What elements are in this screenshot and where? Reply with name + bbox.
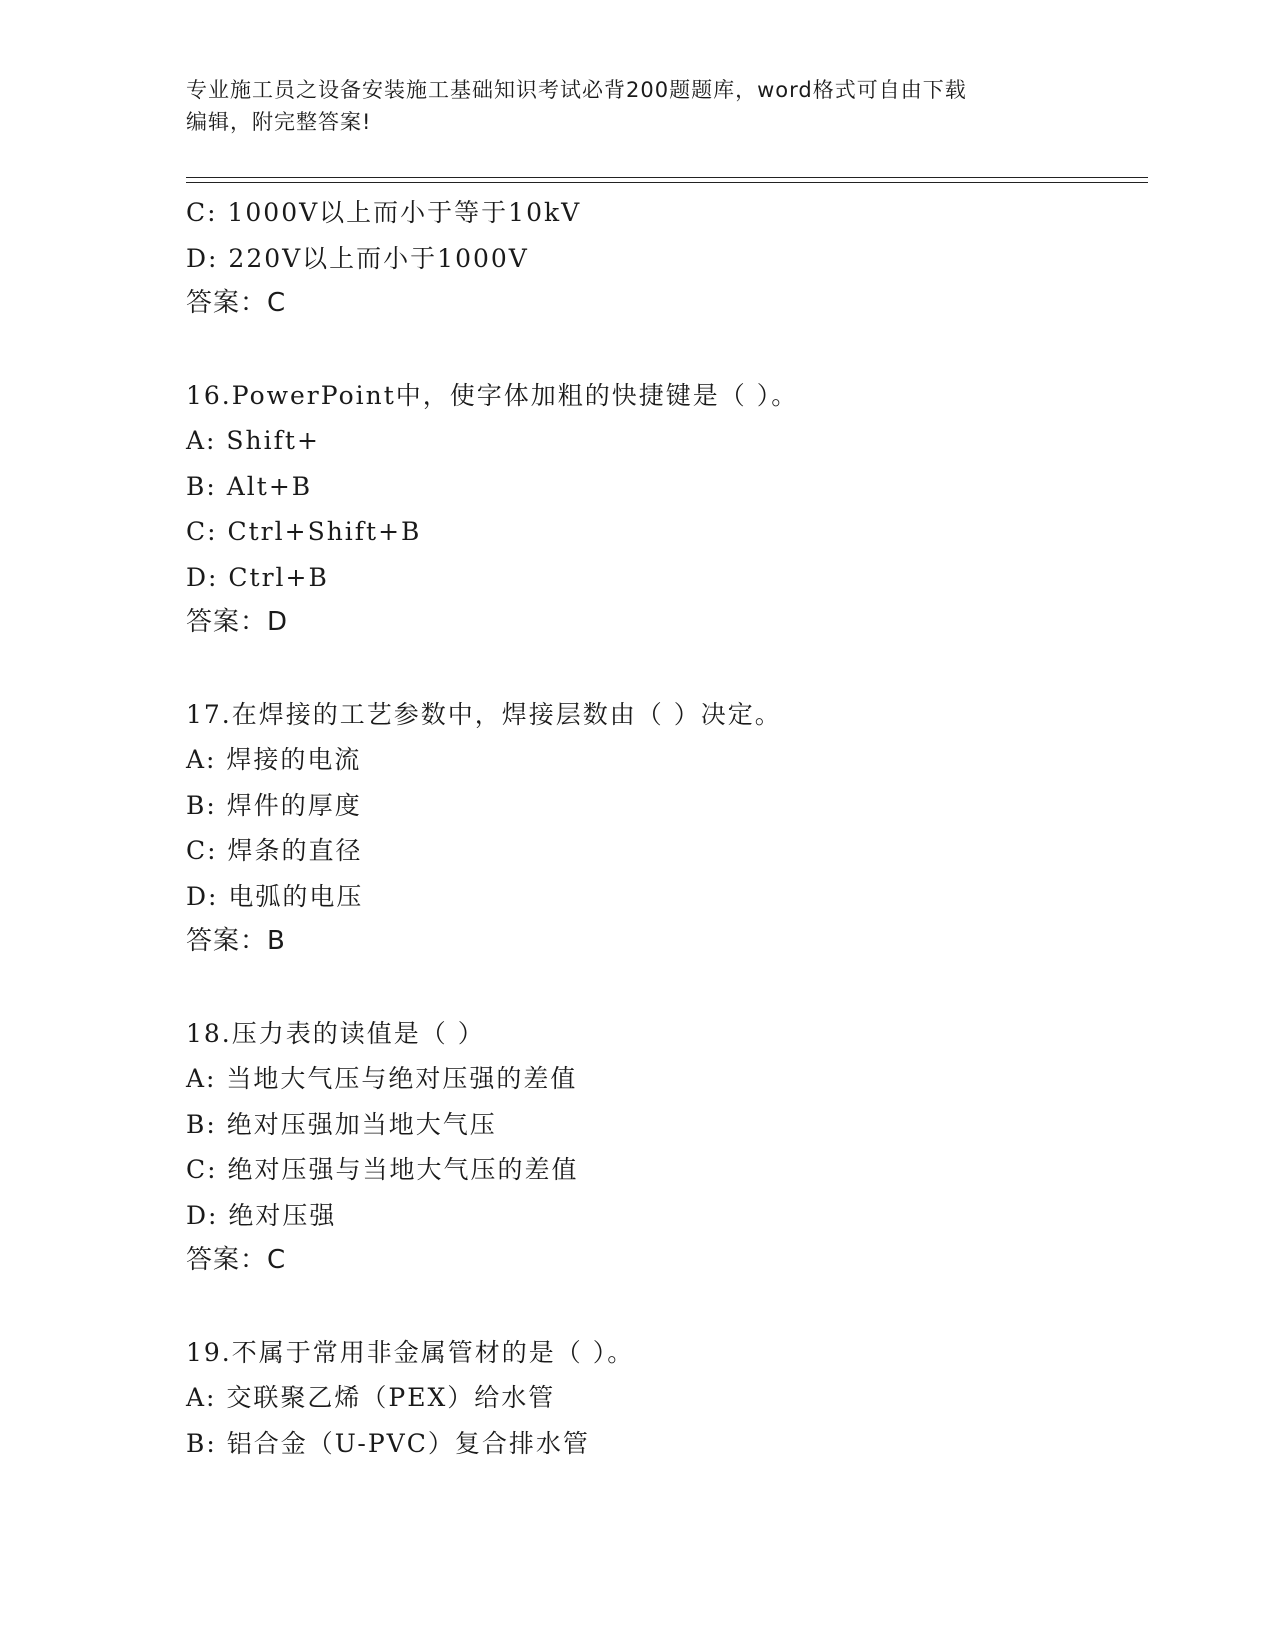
spacer	[186, 327, 1146, 373]
header-divider-top	[186, 177, 1148, 178]
question-18	[186, 1011, 1146, 1284]
header-title-line-1: 专业施工员之设备安装施工基础知识考试必背200题题库，word格式可自由下载	[186, 78, 967, 102]
answer-line: 答案：D	[186, 607, 289, 637]
option-d: D: 电弧的电压	[186, 881, 364, 911]
question-stem: 17.在焊接的工艺参数中，焊接层数由（ ）决定。	[186, 699, 782, 729]
option-c: C: 1000V以上而小于等于10kV	[186, 198, 582, 227]
question-stem: 16.PowerPoint中，使字体加粗的快捷键是（ ）。	[186, 380, 799, 410]
option-c: C: Ctrl+Shift+B	[186, 517, 422, 546]
option-c: C: 绝对压强与当地大气压的差值	[186, 1155, 579, 1184]
header-title-line-2: 编辑，附完整答案!	[186, 110, 372, 134]
question-list	[186, 190, 1146, 1466]
spacer	[186, 646, 1146, 692]
answer-line: 答案：C	[186, 288, 287, 318]
spacer	[186, 1284, 1146, 1330]
question-16	[186, 373, 1146, 646]
option-a: A: 焊接的电流	[186, 745, 362, 774]
option-d: D: 220V以上而小于1000V	[186, 243, 529, 273]
option-a: A: 当地大气压与绝对压强的差值	[186, 1064, 578, 1093]
option-a: A: Shift+	[186, 426, 320, 455]
option-d: D: Ctrl+B	[186, 562, 329, 592]
header-divider-bottom	[186, 182, 1148, 183]
option-d: D: 绝对压强	[186, 1200, 337, 1230]
spacer	[186, 965, 1146, 1011]
option-b: B: Alt+B	[186, 471, 313, 501]
option-b: B: 铝合金（U-PVC）复合排水管	[186, 1428, 590, 1458]
carryover-question	[186, 190, 1146, 327]
option-c: C: 焊条的直径	[186, 836, 363, 865]
question-19	[186, 1330, 1146, 1467]
option-b: B: 绝对压强加当地大气压	[186, 1109, 497, 1139]
answer-line: 答案：B	[186, 926, 286, 956]
question-stem: 18.压力表的读值是（ ）	[186, 1018, 485, 1048]
answer-line: 答案：C	[186, 1245, 287, 1275]
question-17	[186, 692, 1146, 965]
document-header	[186, 74, 1056, 138]
option-b: B: 焊件的厚度	[186, 790, 362, 820]
option-a: A: 交联聚乙烯（PEX）给水管	[186, 1383, 556, 1412]
question-stem: 19.不属于常用非金属管材的是（ ）。	[186, 1337, 635, 1367]
